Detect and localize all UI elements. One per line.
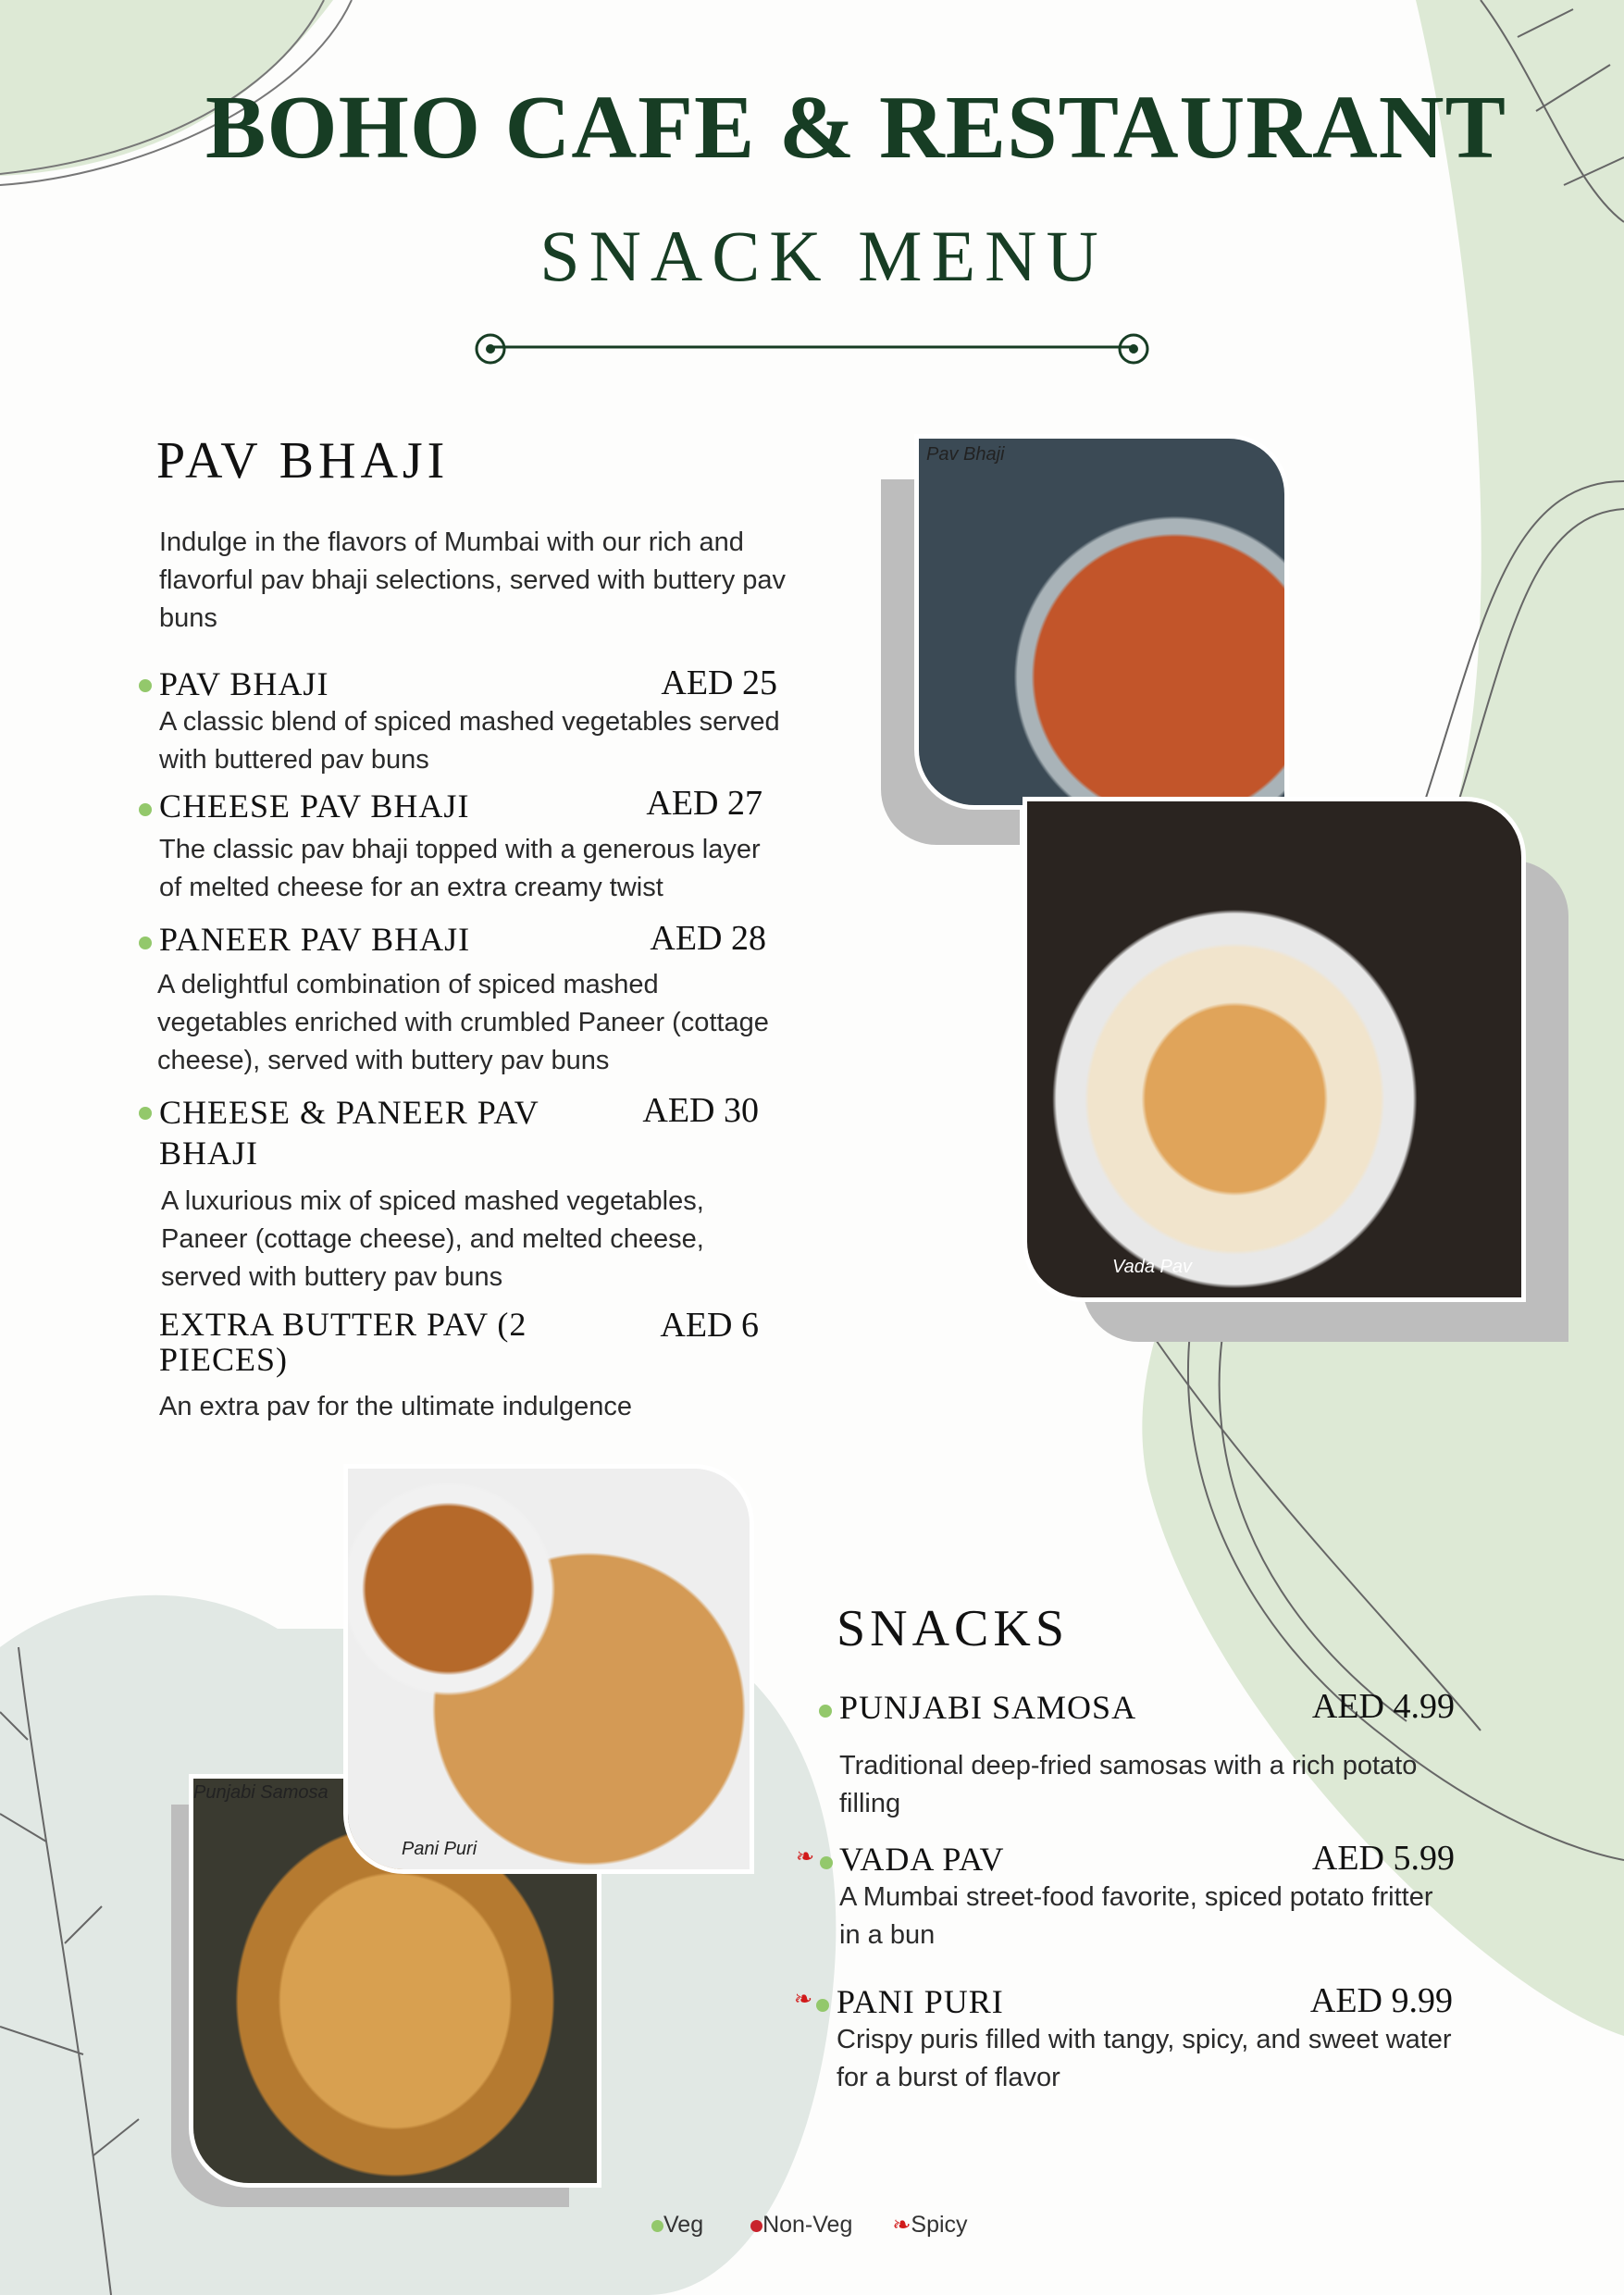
item-price: AED 6 — [660, 1306, 759, 1345]
item-description: Traditional deep-fried samosas with a rich potato filling — [839, 1751, 1418, 1818]
item-price: AED 27 — [646, 784, 762, 823]
item-name: PANI PURI — [837, 1983, 1004, 2020]
veg-dot-icon — [820, 1856, 833, 1869]
pav-bhaji-photo — [919, 439, 1284, 805]
item-price: AED 28 — [650, 919, 766, 958]
item-name: EXTRA BUTTER PAV (2 PIECES) — [159, 1306, 527, 1378]
veg-dot-icon — [139, 1107, 152, 1120]
section-heading-snacks: SNACKS — [837, 1600, 1069, 1657]
item-description: A delightful combination of spiced mashed vegetables enriched with crumbled Paneer (cottage cheese), served with buttery pav buns — [157, 970, 769, 1075]
pani-puri-photo — [348, 1469, 750, 1869]
legend — [651, 2212, 968, 2239]
item-description: The classic pav bhaji topped with a generous layer of melted cheese for an extra creamy twist — [159, 835, 761, 902]
veg-dot-icon — [139, 937, 152, 949]
item-name: PUNJABI SAMOSA — [839, 1689, 1137, 1726]
item-price: AED 4.99 — [1311, 1687, 1455, 1726]
item-price: AED 5.99 — [1311, 1839, 1455, 1878]
item-description: A Mumbai street-food favorite, spiced potato fritter in a bun — [839, 1882, 1433, 1950]
section-heading-pav-bhaji: PAV BHAJI — [156, 432, 450, 490]
veg-dot-icon — [139, 803, 152, 816]
item-description: A luxurious mix of spiced mashed vegetables, Paneer (cottage cheese), and melted cheese, served with buttery pav buns — [161, 1186, 704, 1292]
item-name: PAV BHAJI — [159, 665, 329, 702]
item-description: Crispy puris filled with tangy, spicy, and sweet water for a burst of flavor — [837, 2025, 1452, 2092]
item-price: AED 30 — [642, 1091, 759, 1130]
photo-caption: Vada Pav — [1112, 1257, 1192, 1277]
item-price: AED 25 — [661, 664, 777, 702]
veg-dot-icon — [816, 1999, 829, 2012]
item-description: An extra pav for the ultimate indulgence — [159, 1392, 633, 1421]
spicy-chili-icon: ❧ — [794, 1987, 813, 2012]
spicy-chili-icon: ❧ — [796, 1844, 815, 1869]
item-name: VADA PAV — [839, 1841, 1005, 1878]
ornament-divider — [472, 329, 1152, 370]
veg-dot-icon — [819, 1705, 832, 1718]
menu-subtitle: SNACK MENU — [539, 216, 1108, 296]
veg-dot-icon — [651, 2220, 663, 2232]
item-name: PANEER PAV BHAJI — [159, 921, 471, 958]
restaurant-title: BOHO CAFE & RESTAURANT — [205, 78, 1506, 178]
item-description: A classic blend of spiced mashed vegetables served with buttered pav buns — [159, 707, 780, 775]
vada-pav-photo — [1027, 801, 1521, 1297]
legend-veg: Veg — [663, 2212, 704, 2238]
non-veg-dot-icon — [750, 2220, 762, 2232]
photo-caption: Pav Bhaji — [926, 444, 1005, 465]
legend-spicy: Spicy — [911, 2212, 968, 2238]
photo-caption: Pani Puri — [402, 1839, 477, 1859]
item-price: AED 9.99 — [1309, 1981, 1453, 2020]
section-intro: Indulge in the flavors of Mumbai with our rich and flavorful pav bhaji selections, served with buttery pav buns — [159, 527, 787, 633]
veg-dot-icon — [139, 679, 152, 692]
spicy-chili-icon: ❧ — [892, 2213, 911, 2238]
item-name: CHEESE PAV BHAJI — [159, 788, 470, 825]
photo-caption: Punjabi Samosa — [193, 1782, 329, 1803]
legend-non-veg: Non-Veg — [762, 2212, 853, 2238]
item-name: CHEESE & PANEER PAV BHAJI — [159, 1094, 539, 1172]
